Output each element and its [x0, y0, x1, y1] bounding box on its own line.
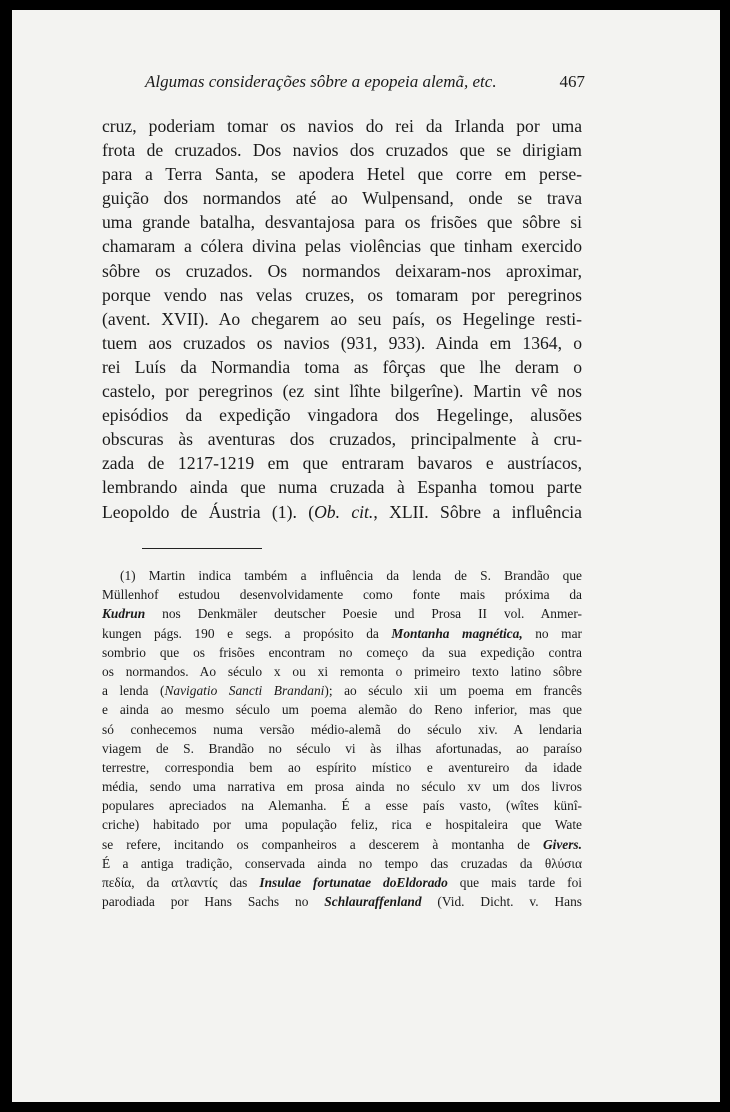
footnote-line: os normandos. Ao século x ou xi remonta o primeiro texto latino sôbre [102, 663, 582, 679]
footnote-line: populares apreciados na Alemanha. É a esse país vasto, (wîtes künî- [102, 798, 582, 814]
text-segment: ); ao século xii um poema em francês [324, 683, 582, 699]
main-text [102, 114, 582, 524]
text-line: lembrando ainda que numa cruzada à Espanha tomou parte [102, 477, 582, 498]
text-line: porque vendo nas velas cruzes, os tomaram por peregrinos [102, 284, 582, 305]
text-segment: se refere, incitando os companheiros a descerem à montanha de [102, 836, 543, 852]
text-segment: que mais tarde foi [447, 875, 582, 890]
footnote-line [102, 835, 582, 854]
footnote [102, 566, 582, 911]
footnote-line: e ainda ao mesmo século um poema alemão do Reno inferior, mas que [102, 702, 582, 718]
text-line: cruz, poderiam tomar os navios do rei da Irlanda por uma [102, 116, 582, 136]
footnote-line [102, 681, 582, 700]
footnote-line: só conhecemos numa versão médio-alemã do século xiv. A lendaria [102, 721, 582, 737]
footnote-line: terrestre, correspondia bem ao espírito místico e aventureiro da idade [102, 759, 582, 775]
text-line: obscuras às aventuras dos cruzados, principalmente à cru- [102, 429, 582, 450]
footnote-separator [142, 548, 262, 549]
text-line: episódios da expedição vingadora dos Hegelinge, alusões [102, 405, 582, 426]
title-montanha: Montanha magnética, [391, 625, 523, 641]
text-line: (avent. XVII). Ao chegarem ao seu país, os Hegelinge resti- [102, 308, 582, 329]
title-schlauraffenland: Schlauraffenland [324, 894, 422, 910]
footnote-line: média, sendo uma narrativa em prosa ainda no século xv um dos livros [102, 779, 582, 795]
title-insulae: Insulae fortunatae doEldorado [259, 875, 448, 890]
footnote-line: viagem de S. Brandão no século vi às ilhas afortunadas, ao paraíso [102, 740, 582, 756]
footnote-line: criche) habitado por uma população feliz, rica e hospitaleira que Wate [102, 817, 582, 833]
footnote-line: Müllenhof estudou desenvolvidamente como fonte mais próxima da [102, 587, 582, 603]
text-segment: πεδία, da ατλαντίς das [102, 875, 260, 890]
text-segment: nos Denkmäler deutscher Poesie und Prosa II vol. Anmer- [145, 606, 582, 622]
text-line: sôbre os cruzados. Os normandos deixaram-nos aproximar, [102, 260, 582, 281]
text-segment: no mar [522, 625, 583, 641]
text-segment: parodiada por Hans Sachs no [102, 894, 325, 910]
place-givers: Givers. [542, 836, 582, 852]
text-line: uma grande batalha, desvantajosa para os frisões que sôbre si [102, 212, 582, 233]
footnote-line [102, 873, 582, 892]
text-line: guição dos normandos até ao Wulpensand, onde se trava [102, 188, 582, 209]
text-segment: a lenda ( [102, 683, 165, 699]
page-number: 467 [559, 72, 585, 91]
text-line: castelo, por peregrinos (ez sint lîhte bilgerîne). Martin vê nos [102, 381, 582, 402]
text-segment: Leopoldo de Áustria (1). ( [102, 501, 315, 522]
running-header [145, 72, 585, 92]
footnote-line: sombrio que os frisões encontram no começo da sua expedição contra [102, 644, 582, 660]
title-navigatio: Navigatio Sancti Brandani [164, 683, 325, 699]
footnote-line [102, 624, 582, 643]
footnote-line [102, 604, 582, 623]
text-line: para a Terra Santa, se apodera Hetel que corre em perse- [102, 164, 582, 185]
book-page [12, 10, 720, 1102]
text-segment: kungen págs. 190 e segs. a propósito da [102, 625, 392, 641]
text-line: rei Luís da Normandia toma as fôrças que lhe deram o [102, 356, 582, 377]
text-line: chamaram a cólera divina pelas violências que tinham exercido [102, 236, 582, 257]
text-segment: (Vid. Dicht. v. Hans [421, 894, 583, 910]
text-segment: , XLII. Sôbre a influência [373, 501, 582, 522]
text-line-last [102, 500, 582, 524]
footnote-line [102, 892, 582, 911]
citation-italic: Ob. cit. [314, 501, 374, 522]
text-line: zada de 1217-1219 em que entraram bavaros e austríacos, [102, 453, 582, 474]
header-title: Algumas considerações sôbre a epopeia alemã, etc. [145, 72, 497, 91]
footnote-line: É a antiga tradição, conservada ainda no tempo das cruzadas da θλύσια [102, 855, 582, 871]
text-line: tuem aos cruzados os navios (931, 933). Ainda em 1364, o [102, 332, 582, 353]
footnote-line: (1) Martin indica também a influência da lenda de S. Brandão que [120, 568, 582, 583]
title-kudrun: Kudrun [102, 606, 146, 622]
text-line: frota de cruzados. Dos navios dos cruzados que se dirigiam [102, 140, 582, 161]
